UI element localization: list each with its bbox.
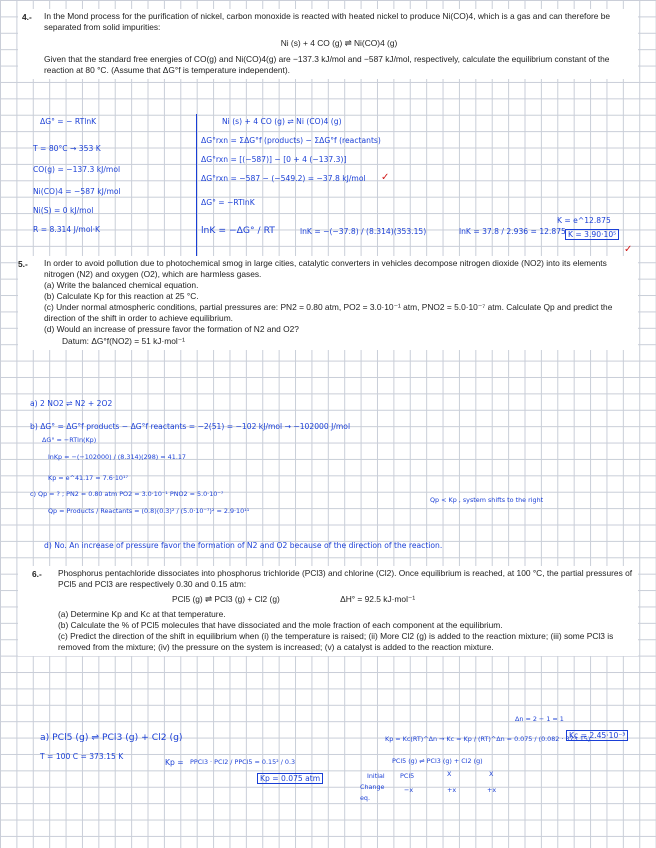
q6-kp-fraction: PPCl3 · PCl2 / PPCl5 = 0.15² / 0.3 bbox=[190, 758, 296, 766]
question-6-enthalpy: ΔH° = 92.5 kJ·mol⁻¹ bbox=[340, 594, 416, 604]
question-5-text: In order to avoid pollution due to photochemical smog in large cities, catalytic converters in vehicles decompose nitrogen dioxide (NO2) into its elements nitrogen (N2) and oxygen (O2), which are harmless gases. bbox=[44, 258, 607, 279]
q4-check-mark-icon: ✓ bbox=[381, 172, 390, 183]
q5-part-b-line-1: b) ΔG° = ΔG°f products − ΔG°f reactants = −2(51) = −102 kJ/mol → −102000 J/mol bbox=[30, 422, 351, 431]
q5-part-d-answer: d) No. An increase of pressure favor the formation of N2 and O2 because of the direction of the reaction. bbox=[44, 541, 443, 550]
q4-step-1: ΔG°rxn = ΣΔG°f (products) − ΣΔG°f (reactants) bbox=[201, 136, 381, 145]
q6-ice-row-change: Change bbox=[360, 783, 385, 791]
question-5-number: 5.- bbox=[18, 259, 28, 269]
question-5-part-c: (c) Under normal atmospheric conditions, partial pressures are: PN2 = 0.80 atm, PO2 = 3.0·10⁻¹ atm, PNO2 = 5.0·10⁻⁷ atm. Calculate Qp and predict the direction of the shift in order to achieve equilibrium. bbox=[44, 302, 613, 323]
q4-given-6: R = 8.314 J/mol·K bbox=[33, 225, 100, 234]
q4-given-4: Ni(CO)4 = −587 kJ/mol bbox=[33, 187, 121, 196]
question-6 bbox=[18, 566, 638, 656]
q6-kc-answer: Kc = 2.45·10⁻³ bbox=[566, 730, 628, 741]
question-6-part-a: (a) Determine Kp and Kc at that temperature. bbox=[58, 609, 226, 619]
q4-given-2: T = 80°C → 353 K bbox=[33, 144, 101, 153]
q6-ice-cell-pcl5: PCl5 bbox=[400, 772, 415, 780]
question-4 bbox=[18, 9, 638, 79]
q4-given-1: ΔG° = − RTlnK bbox=[40, 117, 97, 126]
q6-kc-equation: Kp = Kc(RT)^Δn → Kc = Kp / (RT)^Δn = 0.075 / (0.082 · 373.15) bbox=[385, 735, 591, 743]
q5-part-b-line-2: ΔG° = −RTln(Kp) bbox=[42, 436, 97, 444]
q4-step-5-res: lnK = 37.8 / 2.936 = 12.875 bbox=[459, 227, 566, 236]
q6-delta-n: Δn = 2 − 1 = 1 bbox=[515, 715, 564, 723]
question-5-part-a: (a) Write the balanced chemical equation. bbox=[44, 280, 199, 290]
q4-step-3: ΔG°rxn = −587 − (−549.2) = −37.8 kJ/mol bbox=[201, 174, 366, 183]
question-4-given: Given that the standard free energies of CO(g) and Ni(CO)4(g) are −137.3 kJ/mol and −587 kJ/mol, respectively, calculate the equilibrium constant of the reaction at 80 °C. (Assume that ΔG°f is temperature independent). bbox=[44, 54, 610, 75]
q6-ice-cell-x2: X bbox=[489, 770, 494, 778]
q4-given-3: CO(g) = −137.3 kJ/mol bbox=[33, 165, 121, 174]
q6-ice-row-initial: Initial bbox=[367, 772, 385, 780]
q6-ice-cell-minus-x: −x bbox=[404, 786, 414, 794]
q6-ice-row-eq: eq. bbox=[360, 794, 371, 802]
q4-given-5: Ni(S) = 0 kJ/mol bbox=[33, 206, 94, 215]
q4-step-5-mid: lnK = −(−37.8) / (8.314)(353.15) bbox=[300, 227, 427, 236]
question-6-part-c: (c) Predict the direction of the shift in equilibrium when (i) the temperature is raised; (ii) More Cl2 (g) is added to the reaction mixture; (iii) some PCl3 is removed from the mixture; (iv) the pressure on the system is increased; (v) a catalyst is added to the reaction mixture. bbox=[58, 631, 614, 652]
q6-ice-cell-plus-x2: +x bbox=[487, 786, 497, 794]
q4-answer: K = 3.90·10⁵ bbox=[565, 229, 619, 240]
question-6-part-b: (b) Calculate the % of PCl5 molecules that have dissociated and the mole fraction of each component at the equilibrium. bbox=[58, 620, 503, 630]
q6-temperature: T = 100 C = 373.15 K bbox=[40, 752, 124, 761]
q4-step-2: ΔG°rxn = [(−587)] − [0 + 4 (−137.3)] bbox=[201, 155, 347, 164]
q5-part-c-line-3: Qp < Kp , system shifts to the right bbox=[430, 496, 544, 504]
question-5-part-b: (b) Calculate Kp for this reaction at 25 °C. bbox=[44, 291, 199, 301]
question-5 bbox=[18, 256, 638, 350]
q6-kp-answer: Kp = 0.075 atm bbox=[257, 773, 323, 784]
q6-ice-cell-x1: X bbox=[447, 770, 452, 778]
q5-part-a-answer: a) 2 NO2 ⇌ N2 + 2O2 bbox=[30, 399, 113, 408]
question-6-number: 6.- bbox=[32, 569, 42, 579]
q5-part-b-line-3: lnKp = −(−102000) / (8.314)(298) = 41.17 bbox=[48, 453, 186, 461]
q6-ice-equation: PCl5 (g) ⇌ PCl3 (g) + Cl2 (g) bbox=[392, 757, 483, 765]
q5-part-b-line-4: Kp = e^41.17 = 7.6·10¹⁷ bbox=[48, 474, 129, 482]
q6-part-a-reaction: a) PCl5 (g) ⇌ PCl3 (g) + Cl2 (g) bbox=[40, 732, 183, 743]
question-5-datum: Datum: ΔG°f(NO2) = 51 kJ·mol⁻¹ bbox=[62, 336, 185, 346]
question-6-equation-row bbox=[172, 594, 634, 605]
q4-step-4: ΔG° = −RTlnK bbox=[201, 198, 255, 207]
q5-part-c-line-1: c) Qp = ? ; PN2 = 0.80 atm PO2 = 3.0·10⁻¹ PNO2 = 5.0·10⁻⁷ bbox=[30, 490, 224, 498]
question-5-part-d: (d) Would an increase of pressure favor the formation of N2 and O2? bbox=[44, 324, 299, 334]
q6-kp-label: Kp = bbox=[165, 758, 184, 767]
question-4-equation: Ni (s) + 4 CO (g) ⇌ Ni(CO)4 (g) bbox=[280, 38, 398, 48]
q4-answer-check-icon: ✓ bbox=[624, 244, 633, 255]
q4-reaction: Ni (s) + 4 CO (g) ⇌ Ni (CO)4 (g) bbox=[222, 117, 342, 126]
q5-part-c-line-2: Qp = Products / Reactants = (0.8)(0.3)² / (5.0·10⁻⁷)² = 2.9·10¹¹ bbox=[48, 507, 250, 515]
question-4-number: 4.- bbox=[22, 12, 32, 22]
q4-divider bbox=[196, 114, 197, 264]
question-6-text: Phosphorus pentachloride dissociates into phosphorus trichloride (PCl3) and chlorine (Cl2). Once equilibrium is reached, at 100 °C, the partial pressures of PCl5 and PCl3 are respectively 0.30 and 0.15 atm: bbox=[58, 568, 633, 589]
question-6-equation: PCl5 (g) ⇌ PCl3 (g) + Cl2 (g) bbox=[172, 594, 280, 604]
question-4-text: In the Mond process for the purification of nickel, carbon monoxide is reacted with heated nickel to produce Ni(CO)4, which is a gas and can therefore be separated from solid impurities: bbox=[44, 11, 611, 32]
q6-ice-cell-plus-x1: +x bbox=[447, 786, 457, 794]
q4-step-5-exp: K = e^12.875 bbox=[557, 216, 611, 225]
q4-step-5-lhs: lnK = −ΔG° / RT bbox=[201, 225, 275, 236]
